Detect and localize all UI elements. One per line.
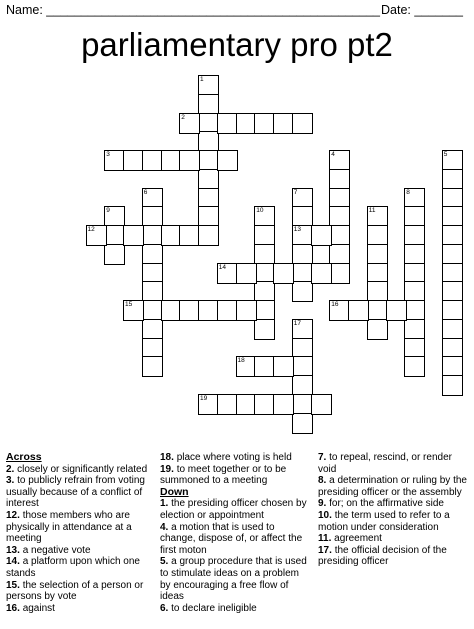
clue-number: 17 [293, 319, 301, 327]
grid-cell[interactable] [367, 319, 388, 340]
down-clue: 1. the presiding officer chosen by election or appointment [160, 498, 307, 521]
clue-number: 9 [106, 207, 110, 215]
clues-column-2 [160, 452, 312, 614]
grid-cell[interactable] [292, 281, 313, 302]
down-clue: 8. a determination or ruling by the presiding officer or the assembly [318, 475, 467, 498]
grid-cell[interactable] [442, 375, 463, 396]
clue-number: 5 [443, 151, 448, 158]
grid-cell[interactable] [236, 300, 257, 321]
grid-cell[interactable] [404, 356, 425, 377]
grid-cell[interactable] [86, 225, 107, 246]
across-clue: 2. closely or significantly related [6, 463, 148, 475]
clue-number: 4 [331, 151, 335, 158]
down-clue: 17. the official decision of the presiding officer [318, 544, 447, 568]
grid-cell[interactable] [273, 263, 294, 284]
date-field-label: Date: _______ [381, 3, 464, 17]
grid-cell[interactable] [179, 113, 200, 134]
grid-cell[interactable] [292, 113, 313, 134]
down-clue: 10. the term used to refer to a motion under consideration [318, 509, 450, 533]
name-field-label: Name: ________________________________________________ [6, 3, 380, 17]
down-clue: 11. agreement [318, 533, 382, 545]
across-clue: 18. place where voting is held [160, 452, 292, 463]
grid-cell[interactable] [329, 263, 350, 284]
grid-cell[interactable] [123, 225, 144, 246]
grid-cell[interactable] [273, 394, 294, 415]
across-clue-list [6, 464, 151, 615]
grid-cell[interactable] [386, 300, 407, 321]
grid-cell[interactable] [273, 356, 294, 377]
clues-column-3 [318, 452, 468, 568]
across-clue: 14. a platform upon which one stands [6, 556, 140, 579]
grid-cell[interactable] [311, 225, 332, 246]
clue-number: 2 [181, 113, 185, 121]
clue-number: 1 [200, 76, 204, 83]
clue-number: 16 [331, 301, 339, 308]
clue-number: 14 [218, 263, 226, 271]
grid-cell[interactable] [179, 150, 200, 171]
across-clue: 16. against [6, 602, 55, 614]
grid-cell[interactable] [292, 413, 313, 434]
across-clue: 3. to publicly refrain from voting usually because of a conflict of interest [6, 475, 145, 510]
across-clue: 15. the selection of a person or persons by vote [6, 579, 144, 603]
clues-column-1 [6, 452, 151, 614]
across-clue: 19. to meet together or to be summoned to a meeting [160, 463, 287, 487]
clue-number: 3 [106, 151, 110, 158]
clue-number: 18 [237, 357, 245, 365]
clue-number: 13 [293, 226, 301, 233]
down-clue: 4. a motion that is used to change, dispose of, or affect the first moton [160, 521, 303, 556]
grid-cell[interactable] [217, 150, 238, 171]
down-clue: 6. to declare ineligible [160, 602, 257, 614]
grid-cell[interactable] [311, 263, 332, 284]
grid-cell[interactable] [311, 394, 332, 415]
grid-cell[interactable] [198, 225, 219, 246]
grid-cell[interactable] [348, 300, 369, 321]
clue-number: 10 [256, 207, 264, 215]
grid-cell[interactable] [254, 319, 275, 340]
across-clue: 13. a negative vote [6, 544, 91, 556]
clue-number: 15 [125, 301, 133, 308]
puzzle-title: parliamentary pro pt2 [81, 26, 393, 63]
down-clue: 7. to repeal, rescind, or render void [318, 452, 452, 475]
clue-number: 6 [143, 188, 148, 196]
clue-number: 19 [200, 394, 208, 402]
across-clue: 12. those members who are physically in attendance at a meeting [6, 509, 132, 545]
clue-number: 12 [87, 226, 95, 233]
clue-number: 8 [406, 188, 410, 196]
across-heading: Across [6, 451, 42, 463]
clue-number: 7 [293, 188, 298, 196]
down-heading: Down [160, 485, 189, 498]
clue-number: 11 [368, 207, 376, 215]
grid-cell[interactable] [123, 300, 144, 321]
grid-cell[interactable] [104, 244, 125, 265]
down-clue: 5. a group procedure that is used to stimulate ideas on a problem by encouraging a free flow of ideas [160, 556, 307, 603]
grid-cell[interactable] [236, 263, 257, 284]
down-clue: 9. for; on the affirmative side [318, 498, 444, 510]
grid-cell[interactable] [142, 356, 163, 377]
